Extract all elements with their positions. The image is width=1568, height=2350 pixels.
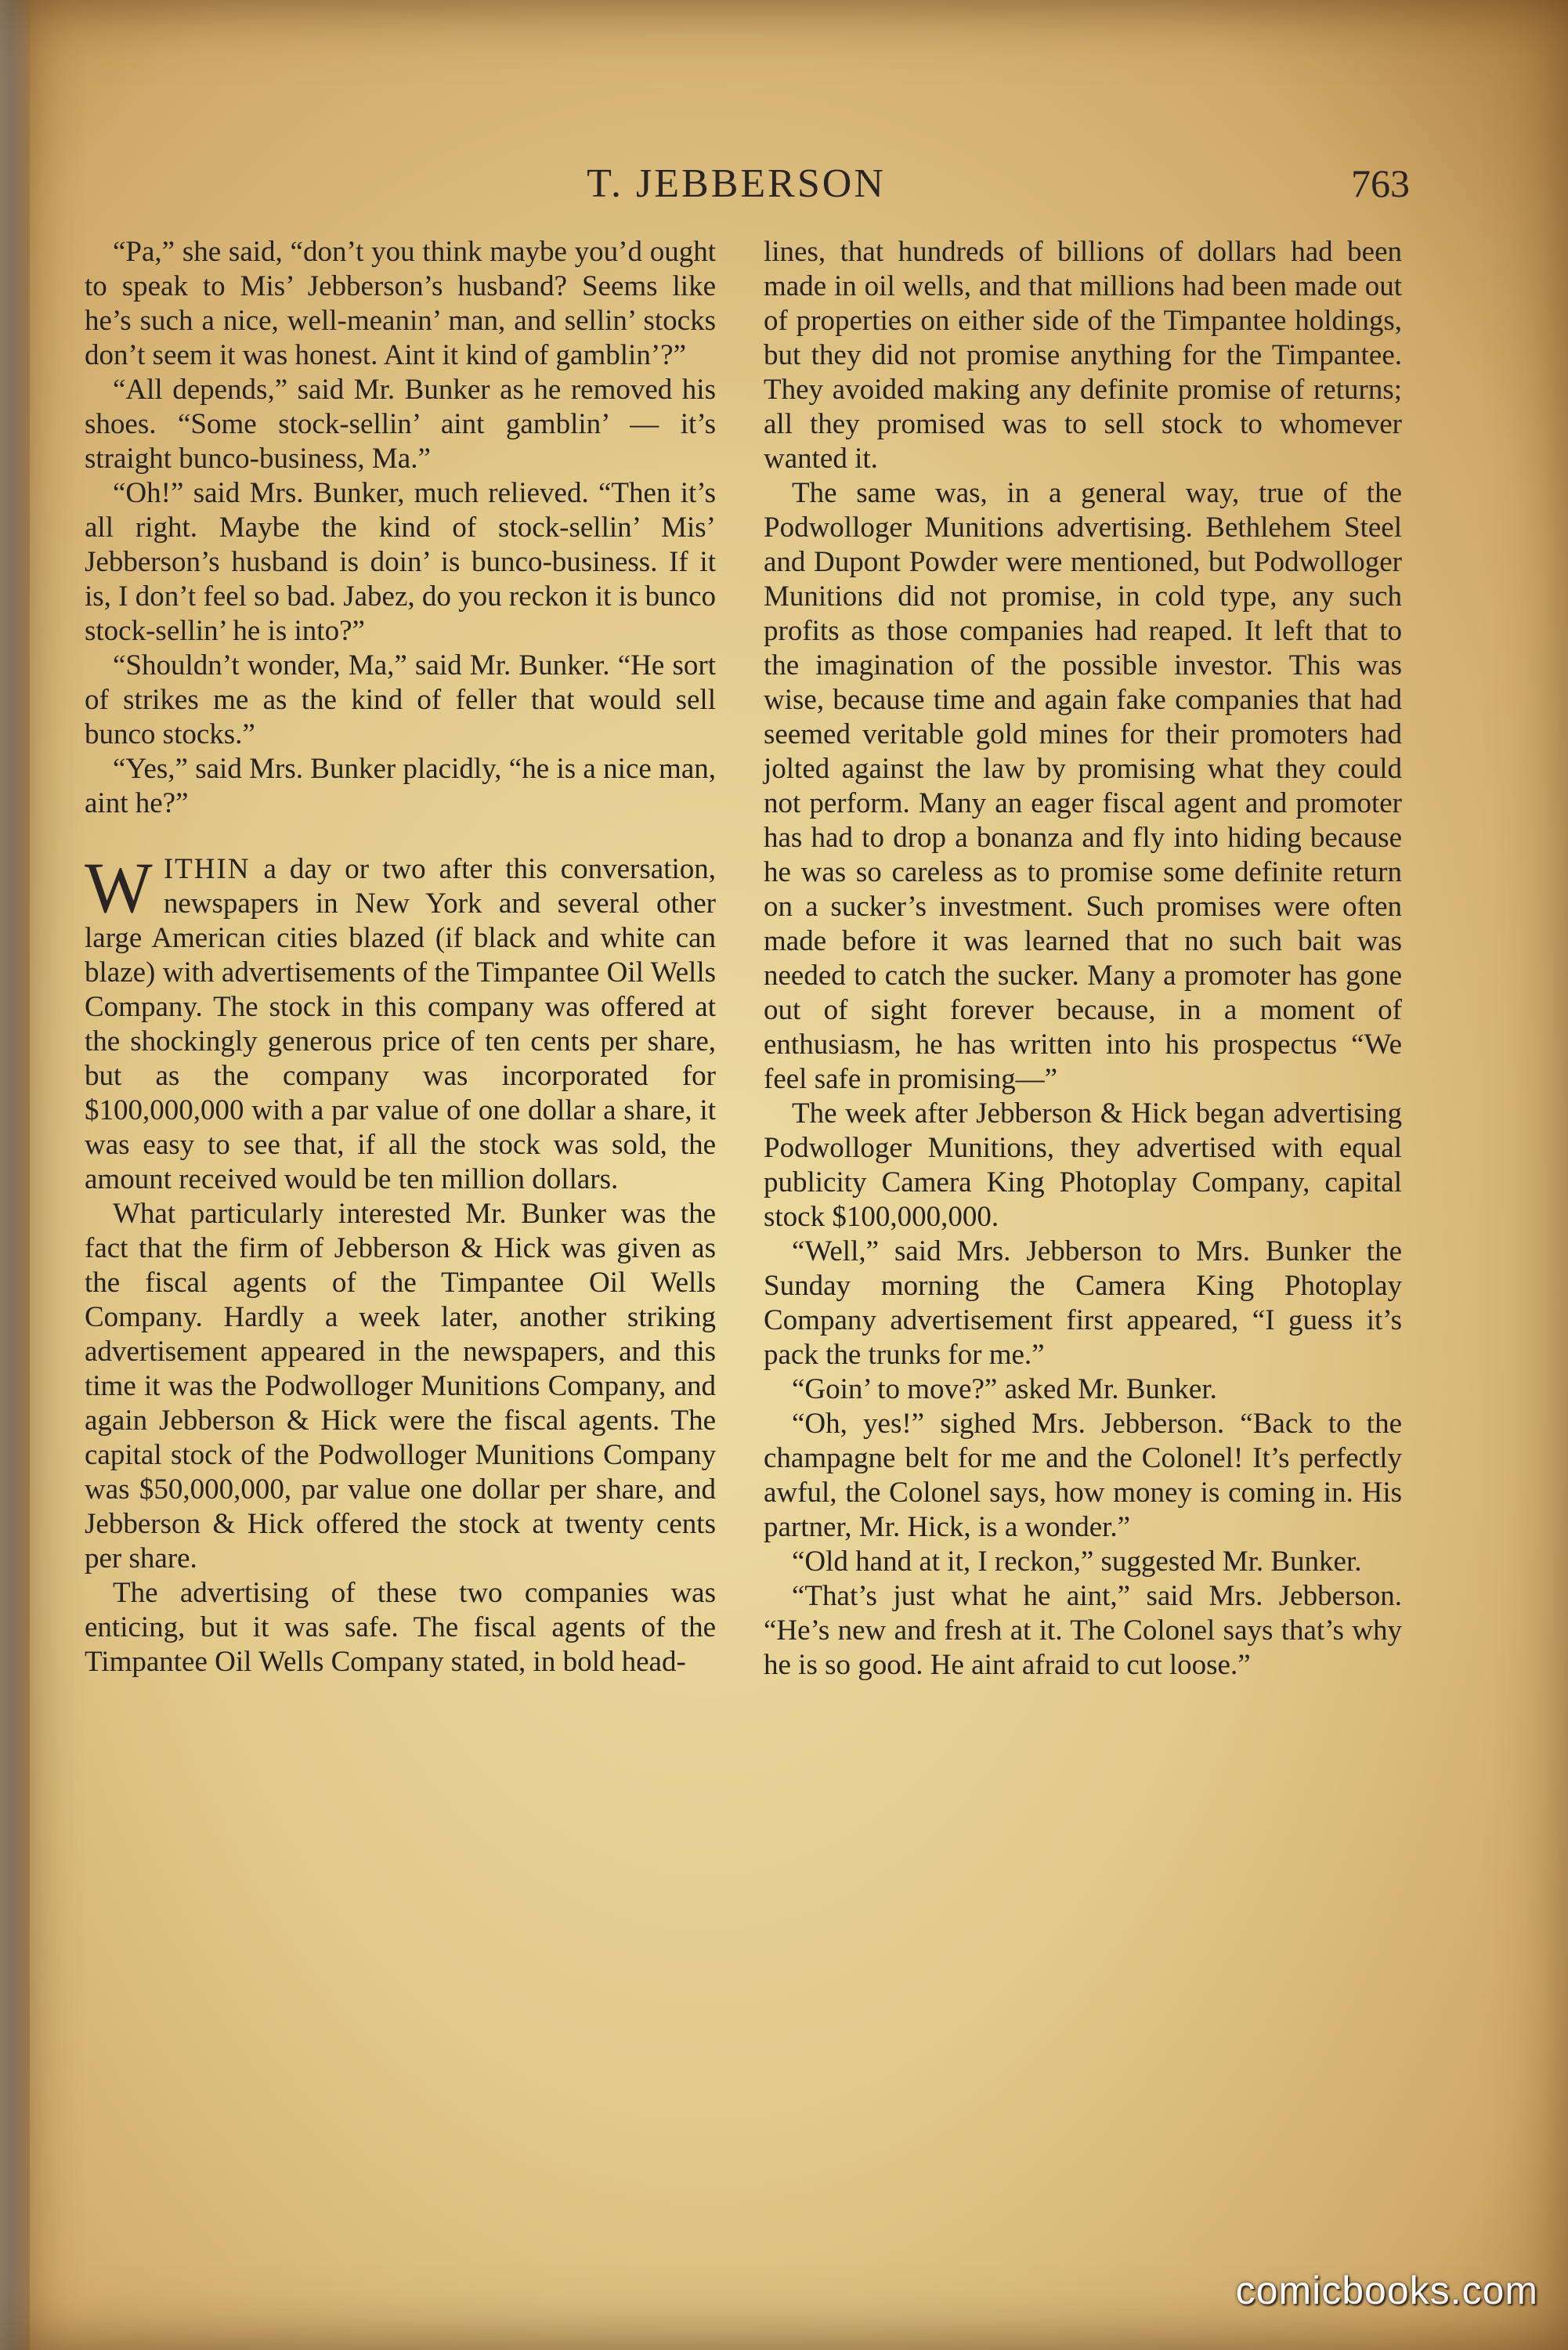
paragraph: “Oh, yes!” sighed Mrs. Jebberson. “Back to the champagne belt for me and the Colonel! It’s perfectly awful, the Colonel says, how money is coming in. His partner, Mr. Hick, is a wonder.” [764,1408,1402,1543]
small-caps-lead: ITHIN [163,853,251,885]
section-break [85,821,716,852]
paragraph: The week after Jebberson & Hick began advertising Podwolloger Munitions, they advertised with equal publicity Camera King Photoplay Company, capital stock $100,000,000. [764,1097,1402,1233]
paragraph: “Well,” said Mrs. Jebberson to Mrs. Bunker the Sunday morning the Camera King Photoplay Company advertisement first appeared, “I guess it’s pack the trunks for me.” [764,1235,1402,1371]
page-number: 763 [1351,161,1410,205]
paragraph: The same was, in a general way, true of the Podwolloger Munitions advertising. Bethlehem Steel and Dupont Powder were mentioned, but Podwolloger Munitions did not promise, in cold type, any such profits as those companies had reaped. It left that to the imagination of the possible investor. This was wise, because time and again fake companies that had seemed veritable gold mines for their promoters had jolted against the law by promising what they could not perform. Many an eager fiscal agent and promoter has had to drop a bonanza and fly into hiding because he was so careless as to promise some definite return on a sucker’s investment. Such promises were often made before it was learned that no such bait was needed to catch the sucker. Many a promoter has gone out of sight forever because, in a moment of enthusiasm, he has written into his prospectus “We feel safe in promising—” [764,477,1402,1095]
site-watermark: comicbooks.com [1235,2269,1538,2312]
right-column [764,235,1402,1683]
paragraph: “Old hand at it, I reckon,” suggested Mr. Bunker. [792,1546,1362,1578]
section-opening-text: a day or two after this conversation, newspapers in New York and several other large American cities blazed (if black and white can blaze) with advertisements of the Timpantee Oil Wells Company. The stock in this company was offered at the shockingly generous price of ten cents per share, but as the company was incorporated for $100,000,000 with a par value of one dollar a share, it was easy to see that, if all the stock was sold, the amount received would be ten million dollars. [85,853,716,1195]
paragraph-continued: lines, that hundreds of billions of dollars had been made in oil wells, and that millions had been made out of properties on either side of the Timpantee holdings, but they did not promise anything for the Timpantee. They avoided making any definite promise of returns; all they promised was to sell stock to whomever wanted it. [764,236,1402,475]
left-column [85,235,716,1679]
paragraph: “Oh!” said Mrs. Bunker, much relieved. “Then it’s all right. Maybe the kind of stock-sellin’ Mis’ Jebberson’s husband is doin’ is bunco-business. If it is, I don’t feel so bad. Jabez, do you reckon it is bunco stock-sellin’ he is into?” [85,477,716,647]
paragraph: “That’s just what he aint,” said Mrs. Jebberson. “He’s new and fresh at it. The Colonel says that’s why he is so good. He aint afraid to cut loose.” [764,1580,1402,1681]
paragraph: “Pa,” she said, “don’t you think maybe you’d ought to speak to Mis’ Jebberson’s husband? Seems like he’s such a nice, well-meanin’ man, and sellin’ stocks don’t seem it was honest. Aint it kind of gamblin’?” [85,236,716,371]
paragraph: “Yes,” said Mrs. Bunker placidly, “he is a nice man, aint he?” [85,753,716,819]
paragraph: “All depends,” said Mr. Bunker as he removed his shoes. “Some stock-sellin’ aint gamblin’ — it’s straight bunco-business, Ma.” [85,374,716,475]
paragraph: “Goin’ to move?” asked Mr. Bunker. [792,1373,1217,1405]
drop-cap: W [85,848,153,927]
page-header [63,161,1410,215]
paragraph: The advertising of these two companies was enticing, but it was safe. The fiscal agents of the Timpantee Oil Wells Company stated, in bold head- [85,1577,716,1678]
running-title: T. JEBBERSON [587,161,886,206]
section-opening-paragraph [85,848,716,1197]
paragraph: “Shouldn’t wonder, Ma,” said Mr. Bunker. “He sort of strikes me as the kind of feller that would sell bunco stocks.” [85,649,716,750]
book-spine [0,0,30,2350]
paragraph: What particularly interested Mr. Bunker was the fact that the firm of Jebberson & Hick was given as the fiscal agents of the Timpantee Oil Wells Company. Hardly a week later, another striking advertisement appeared in the newspapers, and this time it was the Podwolloger Munitions Company, and again Jebberson & Hick were the fiscal agents. The capital stock of the Podwolloger Munitions Company was $50,000,000, par value one dollar per share, and Jebberson & Hick offered the stock at twenty cents per share. [85,1198,716,1574]
